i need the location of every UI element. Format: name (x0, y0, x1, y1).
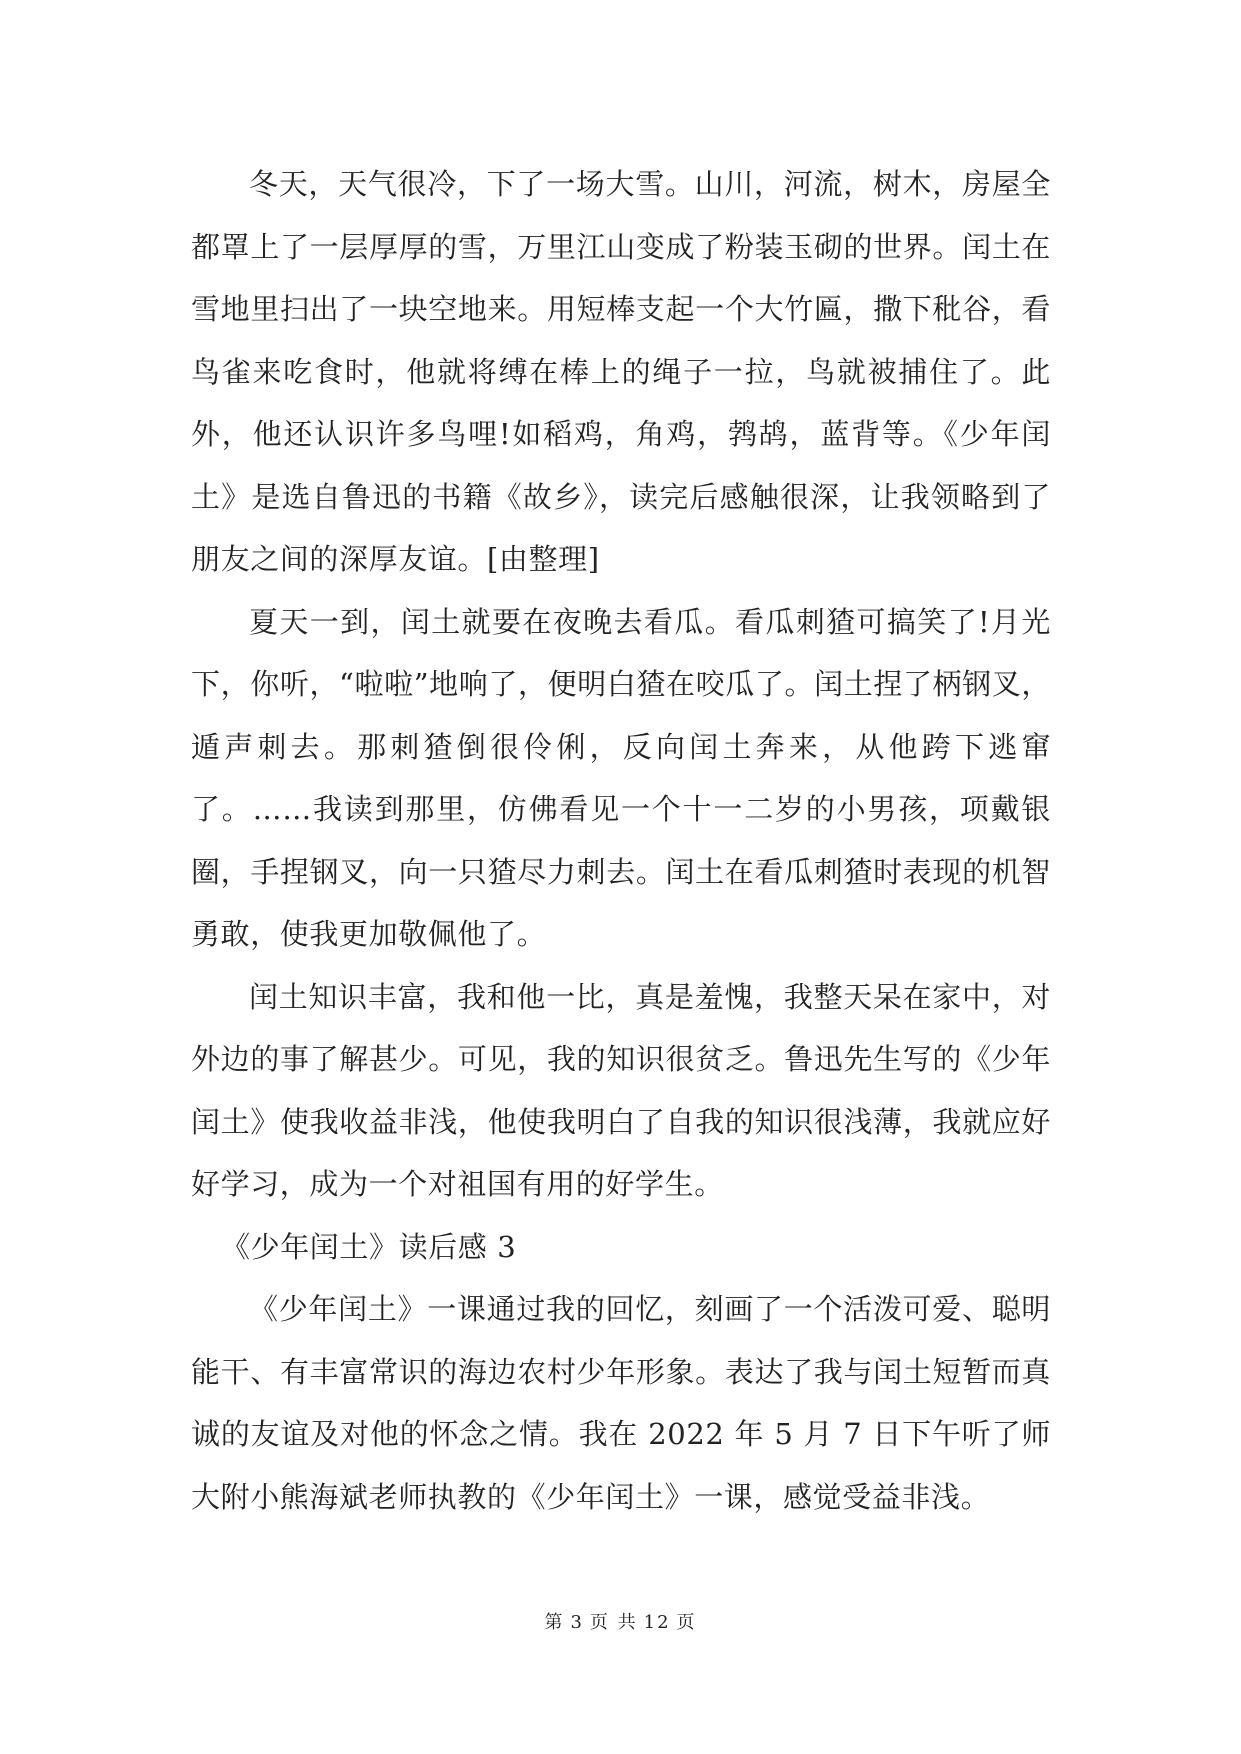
footer-suffix: 页 (676, 1612, 697, 1633)
footer-middle: 页 共 (589, 1612, 638, 1633)
paragraph-summer: 夏天一到，闰土就要在夜晚去看瓜。看瓜刺猹可搞笑了!月光下，你听，“啦啦”地响了，便明白猹在咬瓜了。闰土捏了柄钢叉，遁声刺去。那刺猹倒很伶俐，反向闰土奔来，从他跨下逃窜了。……我读到那里，仿佛看见一个十一二岁的小男孩，项戴银圈，手捏钢叉，向一只猹尽力刺去。闰土在看瓜刺猹时表现的机智勇敢，使我更加敬佩他了。 (191, 604, 1051, 951)
paragraph-winter: 冬天，天气很冷，下了一场大雪。山川，河流，树木，房屋全都罩上了一层厚厚的雪，万里江山变成了粉装玉砌的世界。闰土在雪地里扫出了一块空地来。用短棒支起一个大竹匾，撒下秕谷，看鸟雀来吃食时，他就将缚在棒上的绳子一拉，鸟就被捕住了。此外，他还认识许多鸟哩!如稻鸡，角鸡，鹁鸪，蓝背等。《少年闰土》是选自鲁迅的书籍《故乡》，读完后感触很深，让我领略到了朋友之间的深厚友谊。[由整理] (191, 167, 1051, 576)
footer-prefix: 第 (544, 1612, 565, 1633)
section-heading: 《少年闰土》读后感 3 (221, 1229, 517, 1264)
footer-current-page: 3 (570, 1612, 584, 1633)
paragraph-knowledge: 闰土知识丰富，我和他一比，真是羞愧，我整天呆在家中，对外边的事了解甚少。可见，我的知识很贫乏。鲁迅先生写的《少年闰土》使我收益非浅，他使我明白了自我的知识很浅薄，我就应好好学习，成为一个对祖国有用的好学生。 (191, 979, 1051, 1201)
page-footer (0, 1608, 1241, 1634)
footer-total-pages: 12 (643, 1612, 671, 1633)
document-body (191, 153, 1051, 1528)
paragraph-lesson: 《少年闰土》一课通过我的回忆，刻画了一个活泼可爱、聪明能干、有丰富常识的海边农村少年形象。表达了我与闰土短暂而真诚的友谊及对他的怀念之情。我在 2022 年 5 月 7 日下午听了师大附小熊海斌老师执教的《少年闰土》一课，感觉受益非浅。 (191, 1292, 1051, 1514)
